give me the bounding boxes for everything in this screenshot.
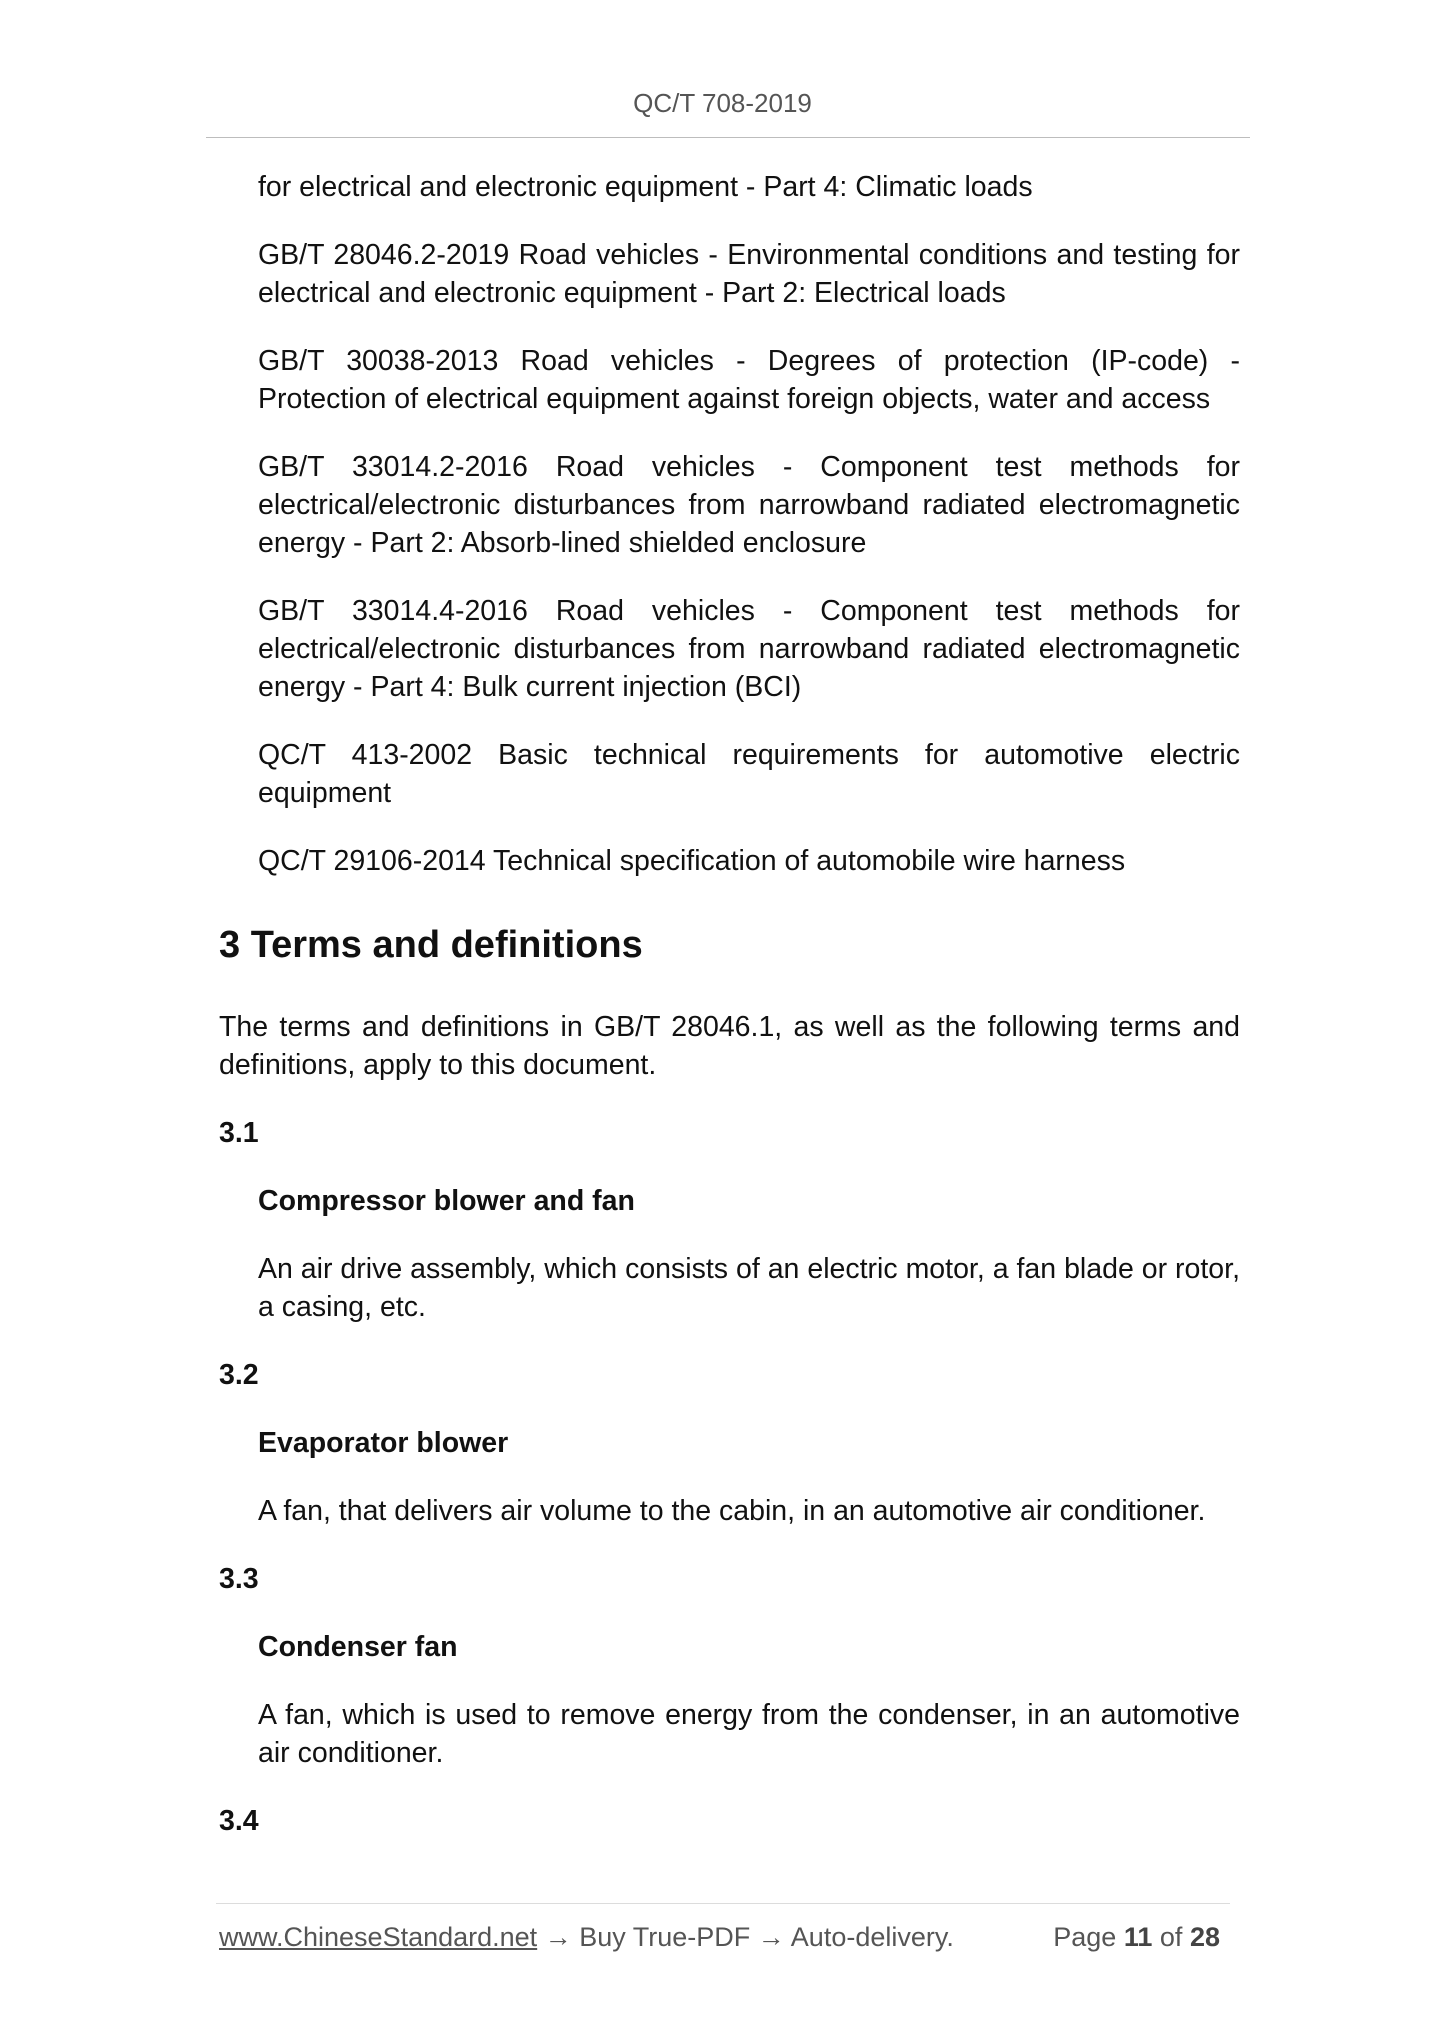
header-divider xyxy=(206,137,1250,138)
term-number: 3.4 xyxy=(219,1805,259,1837)
term-definition: A fan, which is used to remove energy from the condenser, in an automotive air conditioner. xyxy=(258,1699,1240,1769)
term-number: 3.1 xyxy=(219,1117,259,1149)
page-number-indicator xyxy=(1053,1922,1220,1953)
current-page-number: 11 xyxy=(1123,1922,1153,1952)
document-code-header: QC/T 708-2019 xyxy=(633,88,812,118)
term-definition: An air drive assembly, which consists of an electric motor, a fan blade or rotor, a casing, etc. xyxy=(258,1253,1240,1323)
term-definition: A fan, that delivers air volume to the cabin, in an automotive air conditioner. xyxy=(258,1495,1206,1527)
term-name: Compressor blower and fan xyxy=(258,1185,635,1217)
of-label: of xyxy=(1159,1922,1183,1952)
term-name: Evaporator blower xyxy=(258,1427,509,1459)
footer-purchase-line xyxy=(219,1922,954,1953)
reference-item: for electrical and electronic equipment - Part 4: Climatic loads xyxy=(258,171,1033,203)
footer-divider xyxy=(216,1903,1230,1904)
page-label: Page xyxy=(1053,1922,1117,1952)
website-link[interactable]: www.ChineseStandard.net xyxy=(219,1922,538,1952)
section-intro: The terms and definitions in GB/T 28046.1, as well as the following terms and definitions, apply to this document. xyxy=(219,1011,1240,1081)
total-page-count: 28 xyxy=(1189,1922,1220,1952)
term-number: 3.2 xyxy=(219,1359,259,1391)
page-body xyxy=(219,168,1240,1870)
reference-item: QC/T 413-2002 Basic technical requirements for automotive electric equipment xyxy=(258,739,1240,809)
reference-item: GB/T 28046.2-2019 Road vehicles - Environmental conditions and testing for electrical and electronic equipment - Part 2: Electrical loads xyxy=(258,239,1240,309)
reference-item: GB/T 33014.2-2016 Road vehicles - Component test methods for electrical/electronic disturbances from narrowband radiated electromagnetic energy - Part 2: Absorb-lined shielded enclosure xyxy=(258,451,1240,559)
buy-text: Buy True-PDF xyxy=(579,1922,751,1952)
reference-item: GB/T 30038-2013 Road vehicles - Degrees of protection (IP-code) - Protection of electrical equipment against foreign objects, water and access xyxy=(258,345,1240,415)
arrow-right-icon: → xyxy=(544,1922,572,1952)
reference-item: GB/T 33014.4-2016 Road vehicles - Component test methods for electrical/electronic disturbances from narrowband radiated electromagnetic energy - Part 4: Bulk current injection (BCI) xyxy=(258,595,1240,703)
section-heading: 3 Terms and definitions xyxy=(219,924,643,966)
arrow-right-icon: → xyxy=(757,1922,785,1952)
reference-item: QC/T 29106-2014 Technical specification of automobile wire harness xyxy=(258,845,1126,877)
delivery-text: Auto-delivery. xyxy=(790,1922,954,1952)
term-name: Condenser fan xyxy=(258,1631,458,1663)
term-number: 3.3 xyxy=(219,1563,259,1595)
